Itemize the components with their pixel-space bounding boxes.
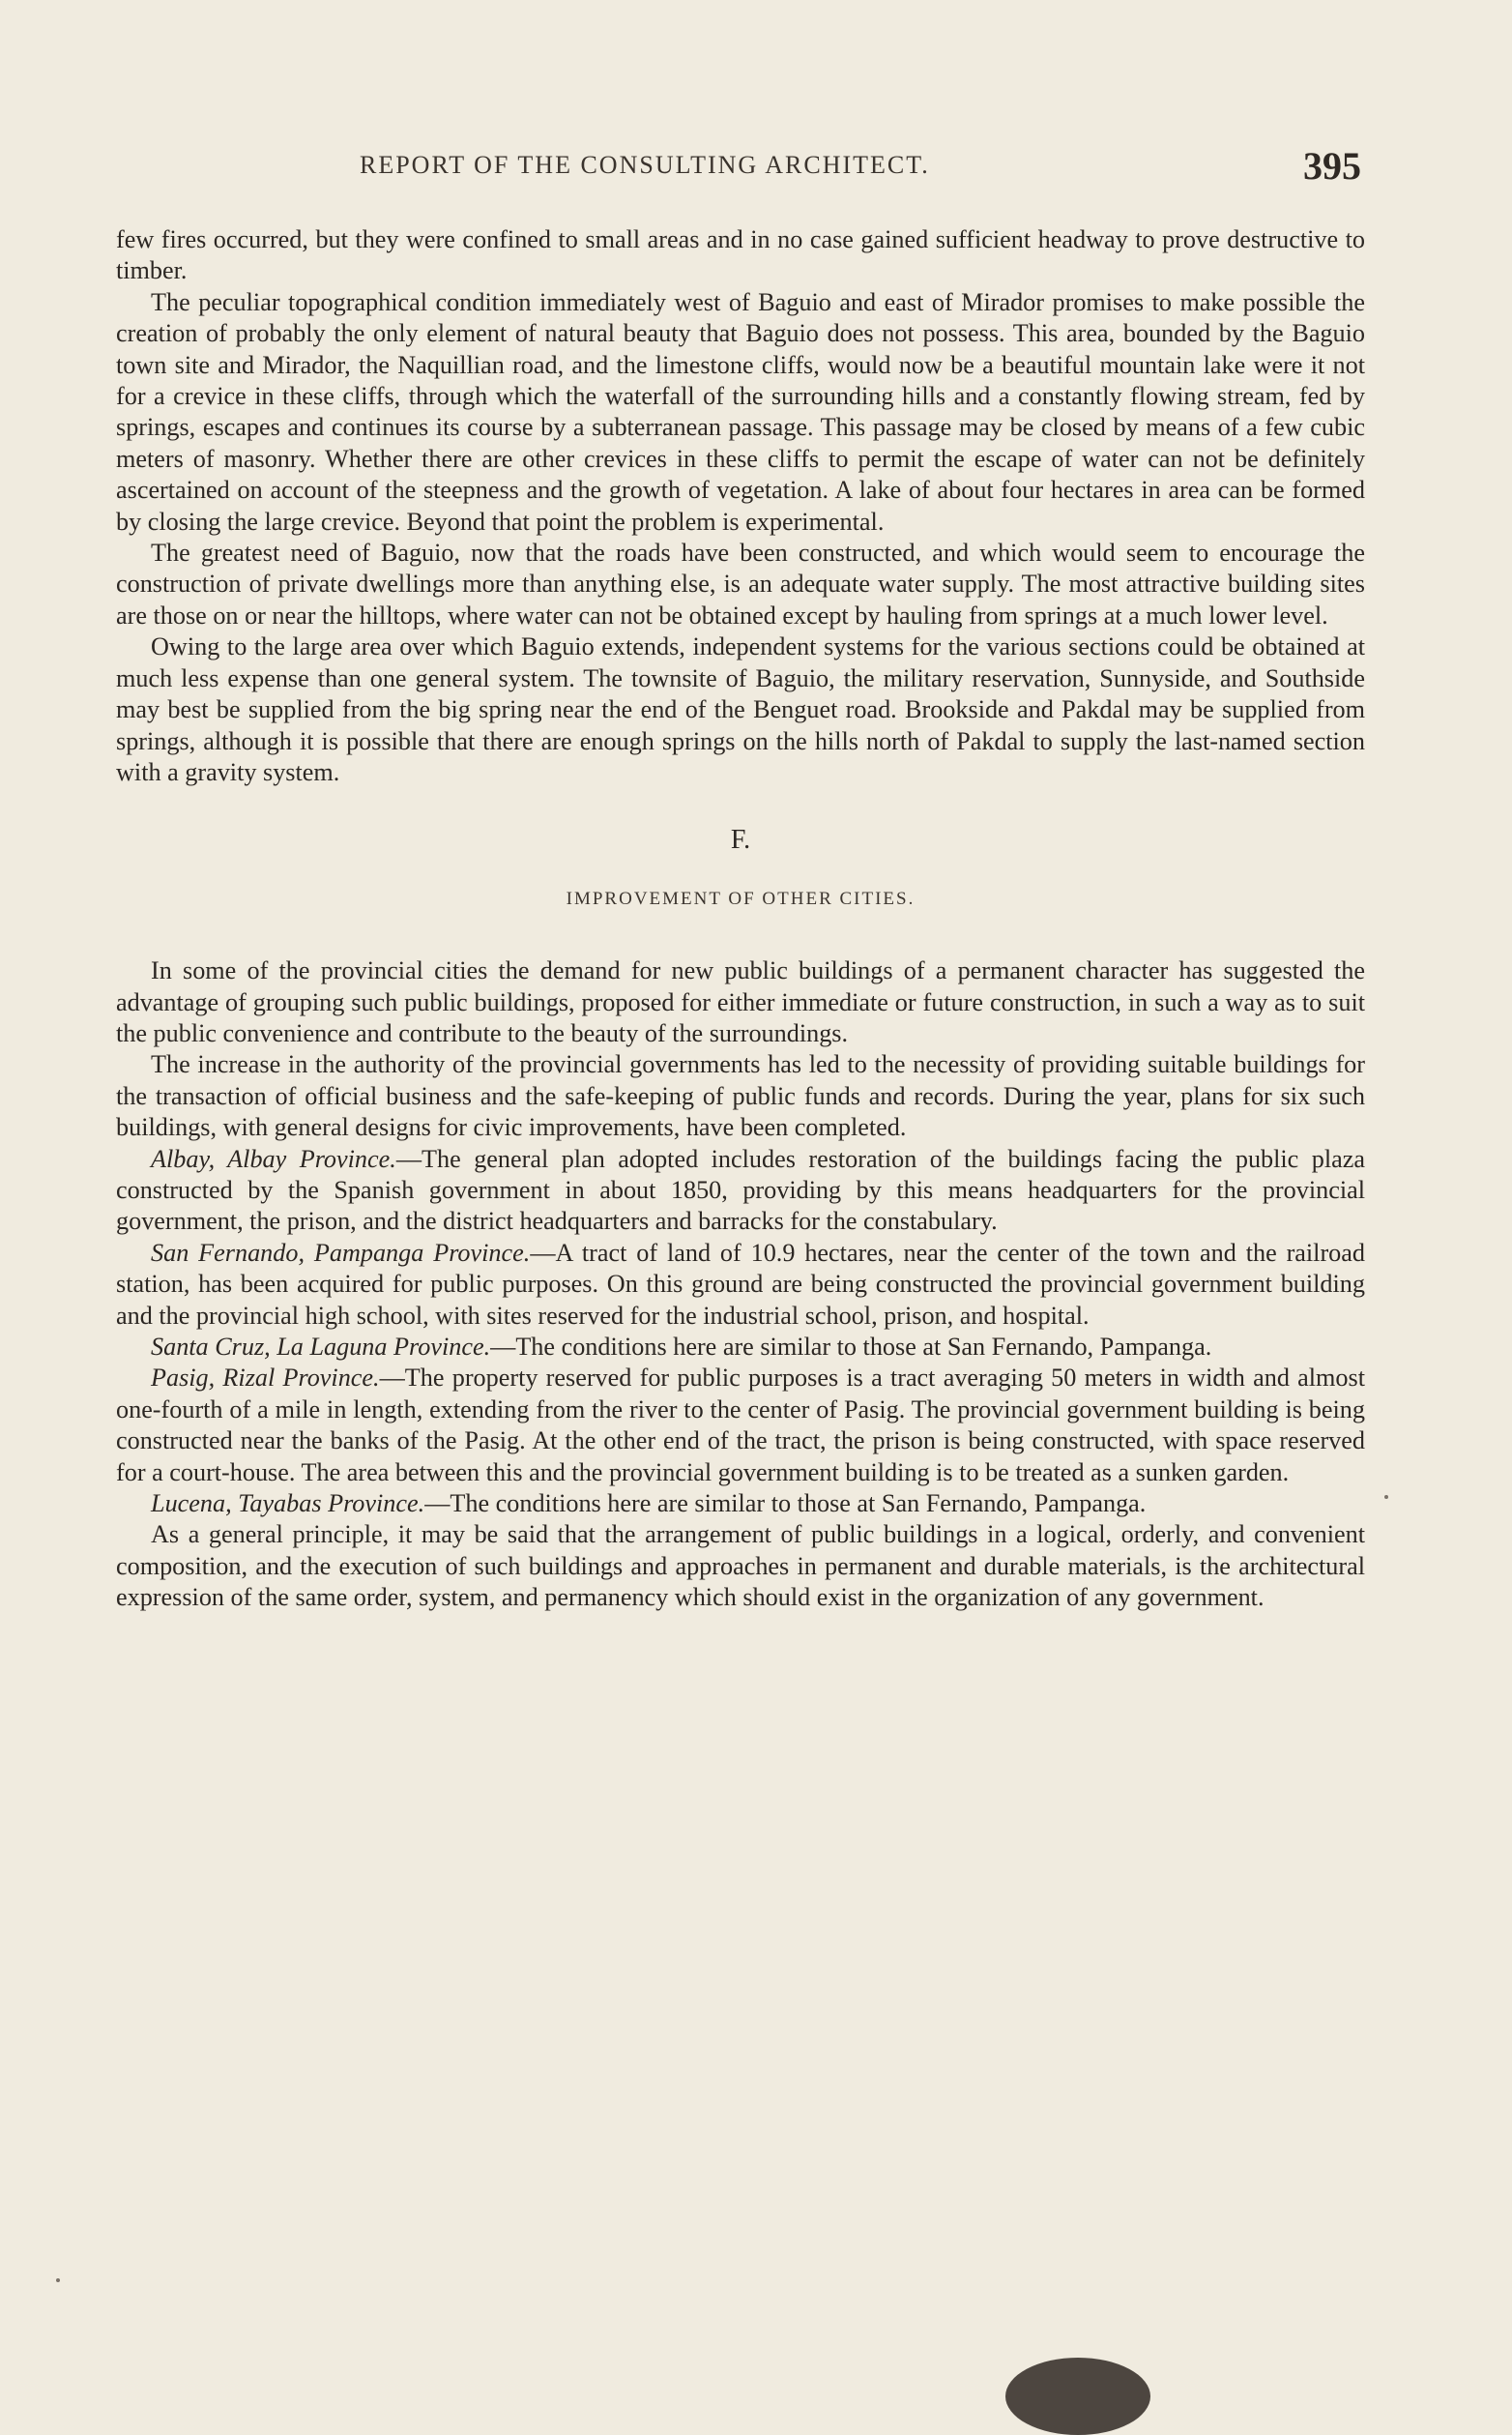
margin-mark bbox=[1384, 1495, 1388, 1499]
san-fernando-heading: San Fernando, Pampanga Province. bbox=[151, 1238, 531, 1267]
paragraph-albay bbox=[116, 1144, 1365, 1238]
santa-cruz-text: —The conditions here are similar to those at San Fernando, Pampanga. bbox=[490, 1333, 1212, 1361]
paragraph-santa-cruz bbox=[116, 1332, 1365, 1363]
paragraph-provincial-cities: In some of the provincial cities the demand for new public buildings of a permanent character has suggested the advantage of grouping such public buildings, proposed for either immediate or future construction, in such a way as to suit the public convenience and contribute to the beauty of the surroundings. bbox=[116, 956, 1365, 1047]
margin-mark bbox=[56, 2278, 60, 2282]
paragraph-fires: few fires occurred, but they were confined to small areas and in no case gained sufficient headway to prove destructive to timber. bbox=[116, 225, 1365, 285]
lucena-text: —The conditions here are similar to those at San Fernando, Pampanga. bbox=[424, 1489, 1147, 1518]
paragraph-san-fernando bbox=[116, 1238, 1365, 1332]
section-title: IMPROVEMENT OF OTHER CITIES. bbox=[566, 888, 916, 909]
albay-text: —The general plan adopted includes restoration of the buildings facing the public plaza constructed by the Spanish government in about 1850, providing by this means headquarters for the provincial government, the prison, and the district headquarters and barracks for the constabulary. bbox=[116, 1144, 1366, 1236]
santa-cruz-heading: Santa Cruz, La Laguna Province. bbox=[151, 1333, 491, 1361]
paragraph-pasig bbox=[116, 1363, 1365, 1488]
paragraph-mountain-lake: The peculiar topographical condition immediately west of Baguio and east of Mirador promises to make possible the creation of probably the only element of natural beauty that Baguio does not possess. This area, bounded by the Baguio town site and Mirador, the Naquillian road, and the limestone cliffs, would now be a beautiful mountain lake were it not for a crevice in these cliffs, through which the waterfall of the surrounding hills and a constantly flowing stream, fed by springs, escapes and continues its course by a subterranean passage. This passage may be closed by means of a few cubic meters of masonry. Whether there are other crevices in these cliffs to permit the escape of water can not be definitely ascertained on account of the steepness and the growth of vegetation. A lake of about four hectares in area can be formed by closing the large crevice. Beyond that point the problem is experimental. bbox=[116, 287, 1365, 536]
paragraph-provincial-authority: The increase in the authority of the provincial governments has led to the necessity of providing suitable buildings for the transaction of official business and the safe-keeping of public funds and records. During the year, plans for six such buildings, with general designs for civic improvements, have been completed. bbox=[116, 1050, 1365, 1142]
ink-blot bbox=[1005, 2358, 1150, 2435]
san-fernando-text: —A tract of land of 10.9 hectares, near the center of the town and the railroad station, has been acquired for public purposes. On this ground are being constructed the provincial government building and the provincial high school, with sites reserved for the industrial school, prison, and hospital. bbox=[116, 1238, 1365, 1330]
page-number: 395 bbox=[1303, 144, 1361, 188]
running-head: REPORT OF THE CONSULTING ARCHITECT. bbox=[360, 151, 930, 179]
paragraph-general-principle: As a general principle, it may be said that the arrangement of public buildings in a logical, orderly, and convenient composition, and the execution of such buildings and approaches in permanent and durable materials, is the architectural expression of the same order, system, and permanency which should exist in the organization of any government. bbox=[116, 1520, 1365, 1612]
paragraph-lucena bbox=[116, 1488, 1365, 1519]
albay-heading: Albay, Albay Province. bbox=[151, 1144, 396, 1173]
pasig-text: —The property reserved for public purposes is a tract averaging 50 meters in width and almost one-fourth of a mile in length, extending from the river to the center of Pasig. The provincial government building is being constructed near the banks of the Pasig. At the other end of the tract, the prison is being constructed, with space reserved for a court-house. The area between this and the provincial government building is to be treated as a sunken garden. bbox=[116, 1364, 1365, 1486]
page-header bbox=[118, 143, 1365, 191]
lucena-heading: Lucena, Tayabas Province. bbox=[151, 1489, 425, 1518]
pasig-heading: Pasig, Rizal Province. bbox=[151, 1364, 380, 1393]
section-letter: F. bbox=[730, 825, 751, 856]
page-body bbox=[116, 224, 1365, 1614]
paragraph-independent-systems: Owing to the large area over which Baguio extends, independent systems for the various sections could be obtained at much less expense than one general system. The townsite of Baguio, the military reservation, Sunnyside, and Southside may best be supplied from the big spring near the end of the Benguet road. Brookside and Pakdal may be supplied from springs, although it is possible that there are enough springs on the hills north of Pakdal to supply the last-named section with a gravity system. bbox=[116, 632, 1365, 786]
paragraph-water-supply: The greatest need of Baguio, now that the roads have been constructed, and which would seem to encourage the construction of private dwellings more than anything else, is an adequate water supply. The most attractive building sites are those on or near the hilltops, where water can not be obtained except by hauling from springs at a much lower level. bbox=[116, 539, 1365, 630]
